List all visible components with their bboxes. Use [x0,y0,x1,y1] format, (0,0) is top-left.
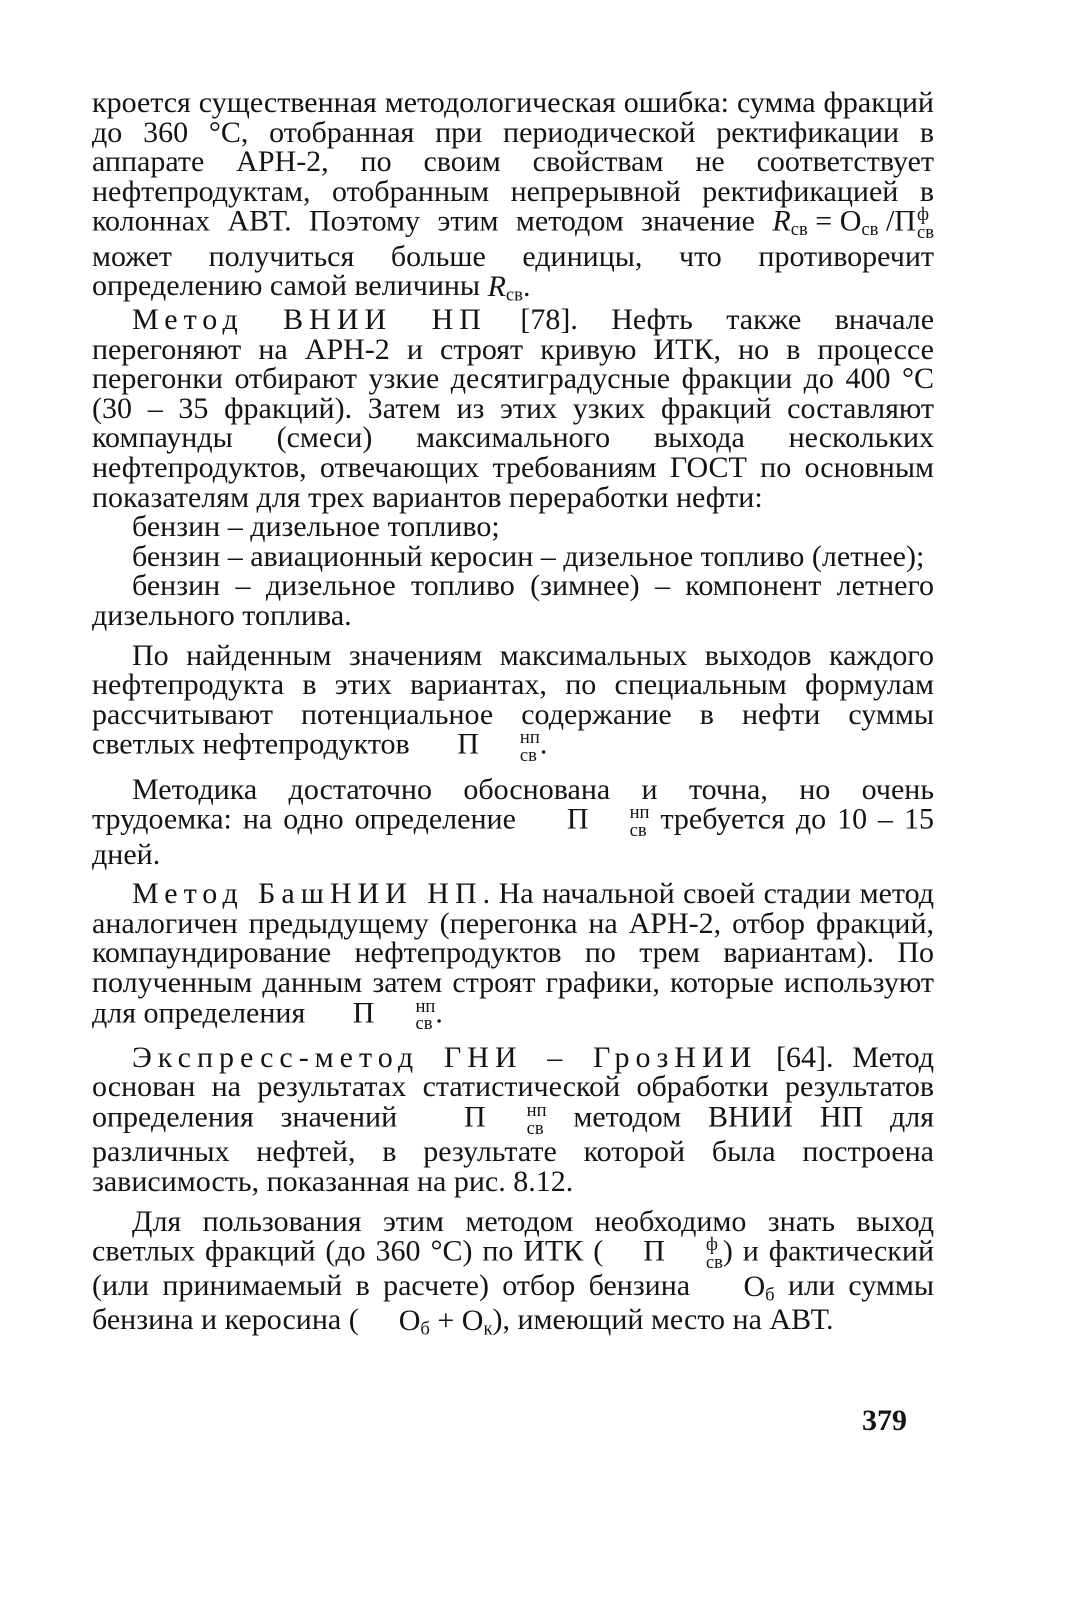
body-text [92,88,934,1339]
formula-o-b-plus-o-k: $О_б + О_к$ [398,1303,493,1340]
method-heading: Метод ВНИИ НП [132,303,487,336]
method-heading: Экспресс-метод ГНИ – ГрозНИИ [132,1040,758,1074]
formula-o-b: $О_б$ [743,1269,775,1306]
list-item: бензин – дизельное топливо; [132,510,500,544]
formula-p-np-sv: П нп св [463,1100,547,1139]
paragraph-4: Методика достаточно обоснована и точна, но очень трудоемка: на одно определение П нп св требуется до 10 – 15 дней. [92,772,935,871]
list-item: бензин – дизельное топливо (зимнее) – компонент летнего дизельного топлива. [92,569,934,632]
list-item: бензин – авиационный керосин – дизельное топливо (летнее); [132,539,925,573]
paragraph-bashnii: Метод БашНИИ НП. На начальной своей стадии метод аналогичен предыдущему (перегонка на АРН-2, отбор фракций, компаундирование нефтепродуктов по трем вариантам). По полученным данным затем строят графики, которые используют для определения П нп св . [92,877,935,1035]
formula-p-np-sv: П нп св . [352,995,443,1035]
formula-p-np-sv: П нп св . [457,727,548,766]
paragraph-vnii: Метод ВНИИ НП [78]. Нефть также вначале перегоняют на АРН-2 и строят кривую ИТК, но в процессе перегонки отбирают узкие десятиградусные фракции до 400 °С (30 – 35 фракций). Затем из этих узких фракций составляют компаунды (смеси) максимального выхода нескольких нефтепродуктов, отвечающих требованиям ГОСТ по основным показателям для трех вариантов переработки нефти: [92,303,935,514]
formula-p-f-sv: П ф св [643,1234,723,1273]
paragraph-3: По найденным значениям максимальных выходов каждого нефтепродукта в этих вариантах, по специальным формулам рассчитывают потенциальное содержание в нефти суммы светлых нефтепродуктов П нп св . [92,638,934,766]
formula-r-sv-2: $R_{св}$. [487,269,531,306]
paragraph-express: Экспресс-метод ГНИ – ГрозНИИ [64]. Метод основан на результатах статистической обработки результатов определения значений П нп св методом ВНИИ НП для различных нефтей, в результате которой была построена зависимость, показанная на рис. 8.12. [92,1040,934,1198]
paragraph-1: кроется существенная методологическая ошибка: сумма фракций до 360 °С, отобранная при периодической ректификации в аппарате АРН-2, по своим свойствам не соответствует нефтепродуктам, отобранным непрерывной ректификацией в колоннах АВТ. Поэтому этим методом значение $R_{св} = О_{св}$ /П ф св может получиться больше единицы, что противоречит определению самой величины $R_{св}$. [92,86,934,306]
formula-r-sv: $R_{св} = О_{св}$ /П ф св [772,204,934,244]
paragraph-7: Для пользования этим методом необходимо знать выход светлых фракций (до 360 °С) по ИТК ( П ф св ) и фактический (или принимаемый в расчете) отбор бензина $О_б$ или суммы бензина и керосина ( $О_б + О_к$), имеющий место на АВТ. [92,1204,935,1340]
page-number: 379 [862,1404,907,1437]
method-heading: Метод БашНИИ НП [132,877,483,911]
formula-p-np-sv: П нп св [566,802,650,841]
